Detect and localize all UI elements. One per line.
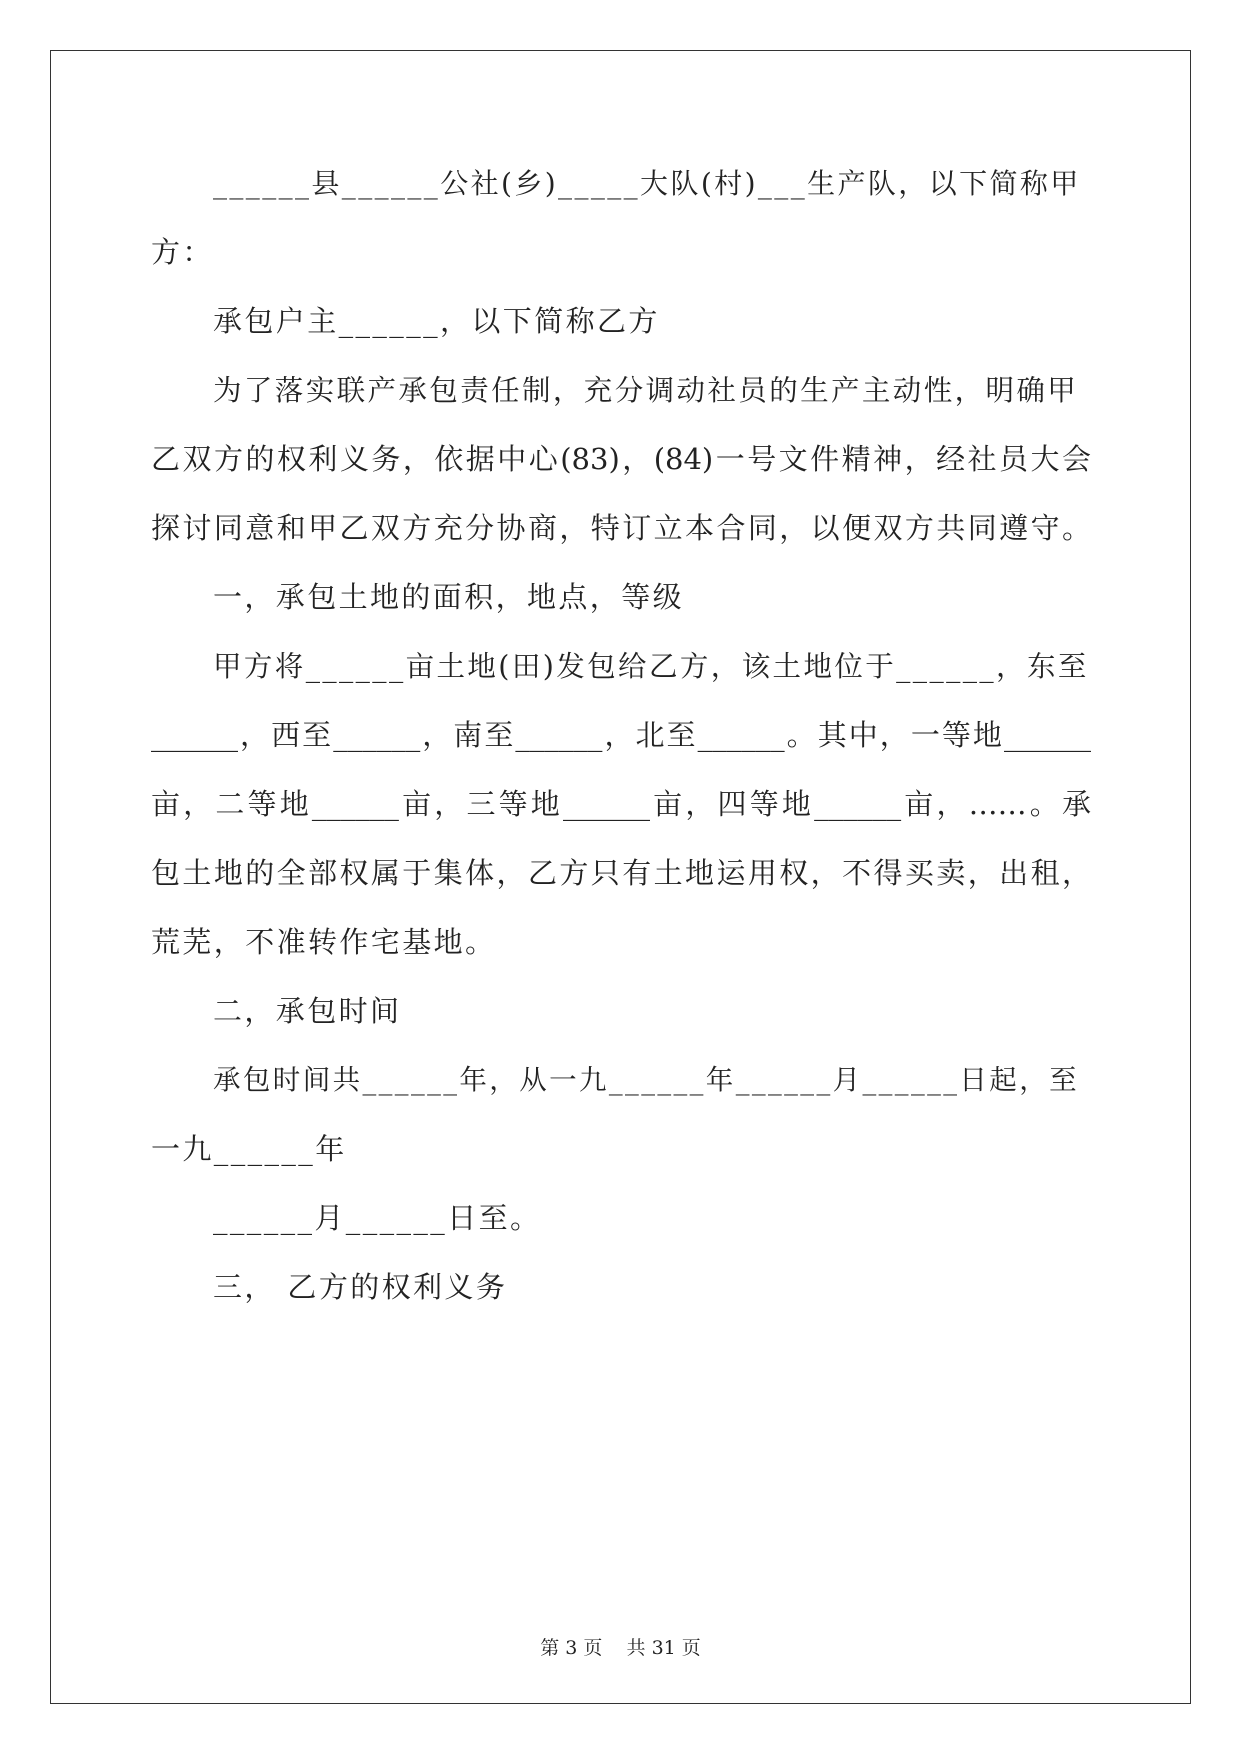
paragraph-line: 包土地的全部权属于集体，乙方只有土地运用权，不得买卖，出租， — [151, 856, 1091, 890]
section-heading: 三， 乙方的权利义务 — [213, 1270, 508, 1304]
paragraph-line: ______月______日至。 — [213, 1201, 542, 1235]
section-heading: 一，承包土地的面积，地点，等级 — [213, 580, 685, 614]
paragraph-line: 为了落实联产承包责任制，充分调动社员的生产主动性，明确甲 — [213, 374, 1079, 407]
paragraph-line: 甲方将______亩土地(田)发包给乙方，该土地位于______，东至 — [213, 650, 1089, 683]
page-footer — [0, 1633, 1241, 1660]
paragraph-line: 乙双方的权利义务，依据中心(83)，(84)一号文件精神，经社员大会 — [151, 442, 1091, 476]
paragraph-line: 方： — [151, 235, 214, 269]
paragraph-line: 承包时间共______年，从一九______年______月______日起，至 — [213, 1064, 1079, 1096]
paragraph-line: 一九______年 — [151, 1132, 347, 1166]
paragraph-line: 承包户主______，以下简称乙方 — [213, 304, 660, 338]
paragraph-line: ______县______公社(乡)_____大队(村)___生产队，以下简称甲 — [213, 167, 1081, 200]
page-number: 第 3 页 共 31 页 — [540, 1637, 701, 1659]
paragraph-line: 荒芜，不准转作宅基地。 — [151, 925, 497, 959]
paragraph-line: 亩，二等地______亩，三等地______亩，四等地______亩，……。承 — [151, 787, 1091, 821]
paragraph-line: 探讨同意和甲乙双方充分协商，特订立本合同，以便双方共同遵守。 — [151, 511, 1091, 545]
section-heading: 二，承包时间 — [213, 994, 402, 1028]
paragraph-line: ______，西至______，南至______，北至______。其中，一等地______ — [151, 718, 1091, 752]
